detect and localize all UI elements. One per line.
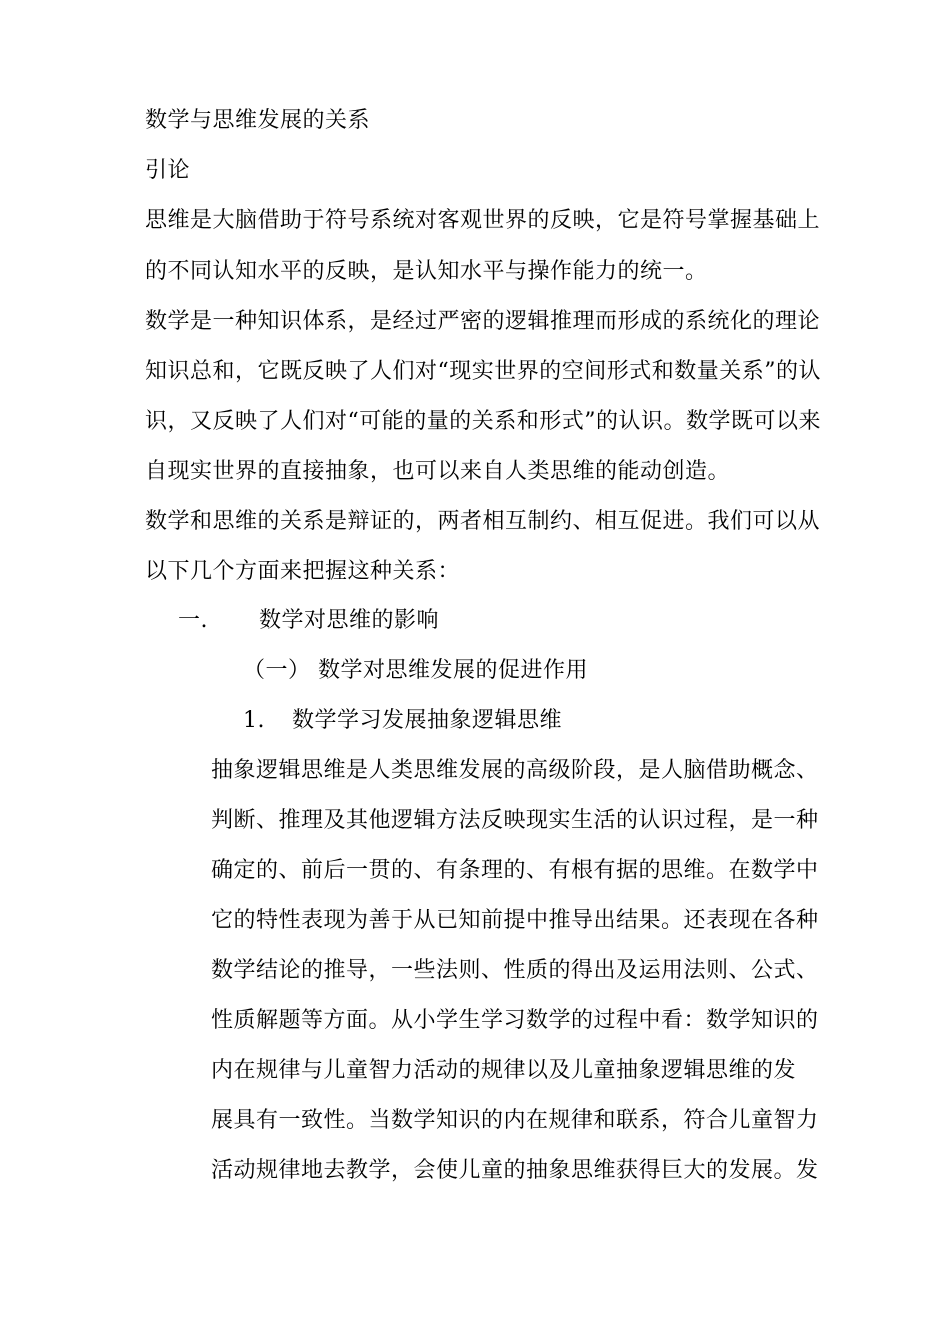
paragraph-line: 性质解题等方面。从小学生学习数学的过程中看：数学知识的 bbox=[211, 1008, 819, 1033]
item-heading bbox=[243, 706, 562, 736]
paragraph-line: 知识总和，它既反映了人们对“现实世界的空间形式和数量关系”的认 bbox=[145, 359, 821, 384]
paragraph-line: 数学和思维的关系是辩证的，两者相互制约、相互促进。我们可以从 bbox=[145, 509, 821, 534]
paragraph-line: 内在规律与儿童智力活动的规律以及儿童抽象逻辑思维的发 bbox=[211, 1058, 797, 1083]
section-title: 数学对思维的影响 bbox=[259, 608, 440, 633]
paragraph-line: 判断、推理及其他逻辑方法反映现实生活的认识过程，是一种 bbox=[211, 808, 819, 833]
paragraph-line: 自现实世界的直接抽象，也可以来自人类思维的能动创造。 bbox=[145, 459, 731, 484]
paragraph-line: 思维是大脑借助于符号系统对客观世界的反映，它是符号掌握基础上 bbox=[145, 208, 821, 233]
paragraph-line: 抽象逻辑思维是人类思维发展的高级阶段，是人脑借助概念、 bbox=[211, 758, 819, 783]
subsection-number: （一） bbox=[243, 658, 311, 683]
subsection-title: 数学对思维发展的促进作用 bbox=[318, 658, 589, 683]
paragraph-line: 它的特性表现为善于从已知前提中推导出结果。还表现在各种 bbox=[211, 908, 819, 933]
section-heading bbox=[178, 606, 439, 636]
paragraph-line: 的不同认知水平的反映，是认知水平与操作能力的统一。 bbox=[145, 259, 708, 284]
paragraph-line: 以下几个方面来把握这种关系： bbox=[145, 559, 461, 584]
document-title: 数学与思维发展的关系 bbox=[145, 108, 371, 133]
item-title: 数学学习发展抽象逻辑思维 bbox=[292, 708, 563, 733]
section-number: 一. bbox=[178, 608, 208, 633]
intro-heading: 引论 bbox=[145, 158, 191, 183]
paragraph-line: 数学结论的推导，一些法则、性质的得出及运用法则、公式、 bbox=[211, 958, 819, 983]
paragraph-line: 识，又反映了人们对“可能的量的关系和形式”的认识。数学既可以来 bbox=[145, 409, 821, 434]
item-number: 1. bbox=[243, 708, 265, 733]
paragraph-line: 展具有一致性。当数学知识的内在规律和联系，符合儿童智力 bbox=[211, 1108, 819, 1133]
paragraph-line: 活动规律地去教学，会使儿童的抽象思维获得巨大的发展。发 bbox=[211, 1158, 819, 1183]
subsection-heading bbox=[243, 656, 588, 686]
paragraph-line: 数学是一种知识体系，是经过严密的逻辑推理而形成的系统化的理论 bbox=[145, 309, 821, 334]
paragraph-line: 确定的、前后一贯的、有条理的、有根有据的思维。在数学中 bbox=[211, 858, 819, 883]
